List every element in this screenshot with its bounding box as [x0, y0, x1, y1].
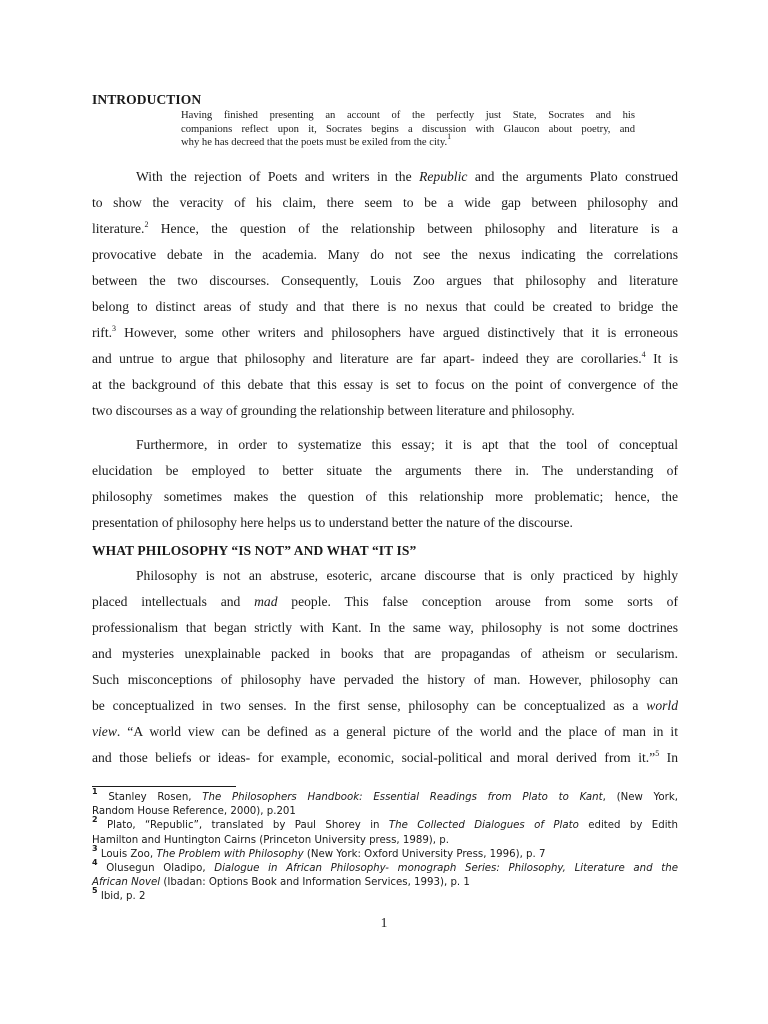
paragraph-line: two discourses as a way of grounding the relationship between literature and philosophy.	[92, 403, 575, 418]
paragraph-line: belong to distinct areas of study and that there is no nexus that could be created to bridge the	[92, 299, 678, 314]
italic-title: The Problem with Philosophy	[156, 848, 304, 860]
introduction-heading: INTRODUCTION	[92, 92, 202, 107]
epigraph-quote	[181, 109, 635, 150]
footnote-separator	[92, 786, 236, 787]
paragraph-line: Such misconceptions of philosophy have pervaded the history of man. However, philosophy can	[92, 672, 678, 687]
paragraph-line: rift.$^3$ However, some other writers and philosophers have argued distinctively that it is erroneous	[92, 324, 678, 340]
italic-term: view	[92, 724, 117, 739]
paragraph-line: presentation of philosophy here helps us to understand better the nature of the discourse.	[92, 515, 573, 530]
footnote-number: 2	[92, 815, 98, 825]
paragraph-line: view. “A world view can be defined as a general picture of the world and the place of man in it	[92, 724, 678, 739]
paragraph-rejection-of-poets	[92, 164, 678, 424]
paragraph-philosophy-is-not	[92, 563, 678, 771]
italic-term: world	[646, 698, 678, 713]
italic-title: Dialogue in African Philosophy- monograph Series: Philosophy, Literature and the	[214, 863, 678, 875]
italic-term: mad	[254, 594, 278, 609]
paragraph-line: provocative debate in the academia. Many do not see the nexus indicating the correlations	[92, 247, 678, 262]
footnote-2: $^2$ Plato, “Republic”, translated by Paul Shorey in The Collected Dialogues of Plato edited by Edith	[92, 815, 678, 832]
footnote-reference[interactable]: 1	[447, 132, 452, 141]
italic-title: The Philosophers Handbook: Essential Readings from Plato to Kant	[202, 792, 603, 803]
footnotes	[92, 787, 678, 905]
paragraph-line: literature.$^2$ Hence, the question of the relationship between philosophy and literature is a	[92, 220, 678, 236]
footnote-4-cont: African Novel (Ibadan: Options Book and Information Services, 1993), p. 1	[92, 877, 470, 889]
paragraph-line: between the two discourses. Consequently, Louis Zoo argues that philosophy and literature	[92, 273, 678, 288]
epigraph-line: Having finished presenting an account of the perfectly just State, Socrates and his	[181, 110, 635, 121]
paragraph-conceptual-elucidation	[92, 432, 678, 536]
paragraph-line: and untrue to argue that philosophy and literature are far apart- indeed they are corollaries.$^4$ It is	[92, 350, 678, 366]
italic-title: The Collected Dialogues of Plato	[388, 820, 579, 832]
paragraph-line: Philosophy is not an abstruse, esoteric, arcane discourse that is only practiced by highly	[136, 568, 678, 583]
paragraph-line: placed intellectuals and mad people. This false conception arouse from some sorts of	[92, 594, 678, 609]
paragraph-line: elucidation be employed to better situate the arguments there in. The understanding of	[92, 463, 678, 478]
paragraph-line: to show the veracity of his claim, there seem to be a wide gap between philosophy and	[92, 195, 678, 210]
paragraph-line: professionalism that began strictly with Kant. In the same way, philosophy is not some doctrines	[92, 620, 678, 635]
paragraph-line: and those beliefs or ideas- for example, economic, social-political and moral derived from it.”$^5$ In	[92, 749, 678, 765]
footnote-number: 4	[92, 858, 98, 868]
footnote-4: $^4$ Olusegun Oladipo, Dialogue in African Philosophy- monograph Series: Philosophy, Literature and the	[92, 858, 678, 875]
footnote-1: $^1$ Stanley Rosen, The Philosophers Handbook: Essential Readings from Plato to Kant, (New York,	[92, 787, 678, 803]
footnote-2-cont: Hamilton and Huntington Cairns (Princeton University press, 1989), p.	[92, 834, 449, 846]
footnote-3: $^3$ Louis Zoo, The Problem with Philosophy (New York: Oxford University Press, 1996), p. 7	[92, 843, 546, 860]
footnote-1-cont: Random House Reference, 2000), p.201	[92, 806, 296, 818]
footnote-reference[interactable]: 3	[112, 324, 117, 333]
italic-term: Republic	[419, 169, 468, 184]
paragraph-line: at the background of this debate that this essay is set to focus on the point of convergence of the	[92, 377, 678, 392]
footnote-number: 3	[92, 843, 98, 853]
paragraph-line: be conceptualized in two senses. In the first sense, philosophy can be conceptualized as a world	[92, 698, 678, 713]
footnote-reference[interactable]: 4	[641, 350, 646, 359]
footnote-reference[interactable]: 5	[655, 749, 660, 758]
epigraph-line: why he has decreed that the poets must be exiled from the city.$^1$	[181, 132, 452, 148]
paragraph-line: With the rejection of Poets and writers in the Republic and the arguments Plato construed	[136, 169, 678, 184]
footnote-number: 1	[92, 787, 98, 796]
paragraph-line: and mysteries unexplainable packed in books that are propagandas of atheism or secularism.	[92, 646, 678, 661]
epigraph-line: companions reflect upon it, Socrates begins a discussion with Glaucon about poetry, and	[181, 123, 635, 135]
paragraph-line: philosophy sometimes makes the question of this relationship more problematic; hence, the	[92, 489, 678, 504]
italic-title: African Novel	[92, 877, 161, 889]
paragraph-line: Furthermore, in order to systematize this essay; it is apt that the tool of conceptual	[136, 437, 678, 452]
footnote-5: $^5$ Ibid, p. 2	[92, 886, 146, 903]
section-heading-what-philosophy: WHAT PHILOSOPHY “IS NOT” AND WHAT “IT IS”	[92, 543, 417, 558]
footnote-number: 5	[92, 886, 98, 896]
footnote-reference[interactable]: 2	[144, 220, 149, 229]
page-number: 1	[380, 915, 388, 930]
